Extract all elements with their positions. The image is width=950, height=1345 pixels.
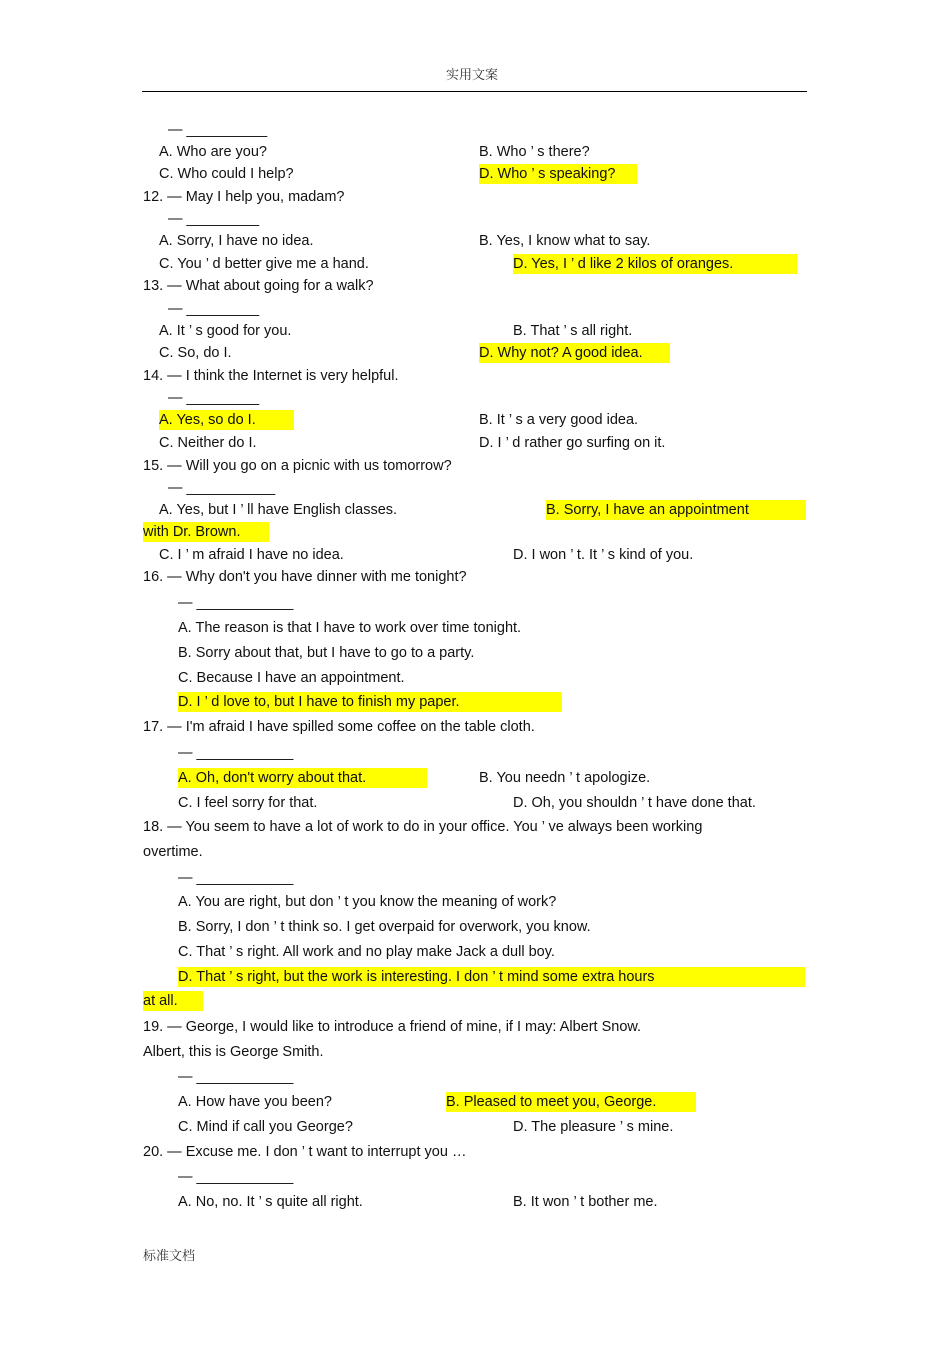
text-line: — ____________ <box>178 745 294 761</box>
text-line: — ____________ <box>178 1169 294 1185</box>
text-line: B. It won ’ t bother me. <box>513 1194 658 1210</box>
text-line: — __________ <box>168 122 268 138</box>
text-line: 12. — May I help you, madam? <box>143 189 345 205</box>
text-line: 16. — Why don't you have dinner with me tonight? <box>143 569 467 585</box>
text-line: D. Oh, you shouldn ’ t have done that. <box>513 795 756 811</box>
header-rule <box>142 91 807 92</box>
text-line: — ___________ <box>168 480 276 496</box>
text-line: D. The pleasure ’ s mine. <box>513 1119 674 1135</box>
text-line: A. Sorry, I have no idea. <box>159 233 314 249</box>
highlighted-answer-line: D. Who ’ s speaking? <box>479 164 637 184</box>
text-line: B. Yes, I know what to say. <box>479 233 651 249</box>
highlighted-answer-line: D. That ’ s right, but the work is interesting. I don ’ t mind some extra hours <box>178 967 805 987</box>
highlighted-answer-line: at all. <box>143 991 203 1011</box>
text-line: C. I ’ m afraid I have no idea. <box>159 547 344 563</box>
text-line: C. So, do I. <box>159 345 232 361</box>
text-line: 18. — You seem to have a lot of work to do in your office. You ’ ve always been working <box>143 819 703 835</box>
text-line: — ____________ <box>178 870 294 886</box>
text-line: C. Neither do I. <box>159 435 257 451</box>
text-line: B. Who ’ s there? <box>479 144 590 160</box>
page-footer-label: 标准文档 <box>143 1249 196 1264</box>
text-line: C. Mind if call you George? <box>178 1119 353 1135</box>
text-line: C. You ’ d better give me a hand. <box>159 256 369 272</box>
text-line: — _________ <box>168 301 260 317</box>
text-line: A. It ’ s good for you. <box>159 323 292 339</box>
text-line: D. I won ’ t. It ’ s kind of you. <box>513 547 694 563</box>
highlighted-answer-line: D. I ’ d love to, but I have to finish my paper. <box>178 692 562 712</box>
text-line: A. Yes, but I ’ ll have English classes. <box>159 502 398 518</box>
text-line: — ____________ <box>178 595 294 611</box>
text-line: C. Because I have an appointment. <box>178 670 405 686</box>
highlighted-answer-line: B. Sorry, I have an appointment <box>546 500 806 520</box>
highlighted-answer-line: B. Pleased to meet you, George. <box>446 1092 696 1112</box>
highlighted-answer-line: A. Oh, don't worry about that. <box>178 768 427 788</box>
highlighted-answer-line: D. Yes, I ’ d like 2 kilos of oranges. <box>513 254 797 274</box>
text-line: 20. — Excuse me. I don ’ t want to interrupt you … <box>143 1144 467 1160</box>
text-line: B. It ’ s a very good idea. <box>479 412 639 428</box>
text-line: 14. — I think the Internet is very helpful. <box>143 368 399 384</box>
text-line: A. The reason is that I have to work over time tonight. <box>178 620 522 636</box>
text-line: 13. — What about going for a walk? <box>143 278 374 294</box>
highlighted-answer-line: with Dr. Brown. <box>143 522 269 542</box>
text-line: B. Sorry about that, but I have to go to a party. <box>178 645 475 661</box>
text-line: — ____________ <box>178 1069 294 1085</box>
text-line: B. Sorry, I don ’ t think so. I get overpaid for overwork, you know. <box>178 919 591 935</box>
text-line: A. No, no. It ’ s quite all right. <box>178 1194 363 1210</box>
text-line: C. I feel sorry for that. <box>178 795 318 811</box>
text-line: Albert, this is George Smith. <box>143 1044 324 1060</box>
text-line: A. Who are you? <box>159 144 267 160</box>
text-line: 15. — Will you go on a picnic with us tomorrow? <box>143 458 452 474</box>
text-line: B. You needn ’ t apologize. <box>479 770 651 786</box>
page-header-title: 实用文案 <box>446 68 499 83</box>
text-line: C. Who could I help? <box>159 166 294 182</box>
highlighted-answer-line: D. Why not? A good idea. <box>479 343 670 363</box>
text-line: A. You are right, but don ’ t you know the meaning of work? <box>178 894 557 910</box>
text-line: 19. — George, I would like to introduce a friend of mine, if I may: Albert Snow. <box>143 1019 642 1035</box>
text-line: C. That ’ s right. All work and no play make Jack a dull boy. <box>178 944 555 960</box>
text-line: A. How have you been? <box>178 1094 332 1110</box>
text-line: overtime. <box>143 844 203 860</box>
text-line: B. That ’ s all right. <box>513 323 633 339</box>
text-line: 17. — I'm afraid I have spilled some coffee on the table cloth. <box>143 719 535 735</box>
text-line: — _________ <box>168 390 260 406</box>
text-line: — _________ <box>168 211 260 227</box>
highlighted-answer-line: A. Yes, so do I. <box>159 410 294 430</box>
text-line: D. I ’ d rather go surfing on it. <box>479 435 666 451</box>
